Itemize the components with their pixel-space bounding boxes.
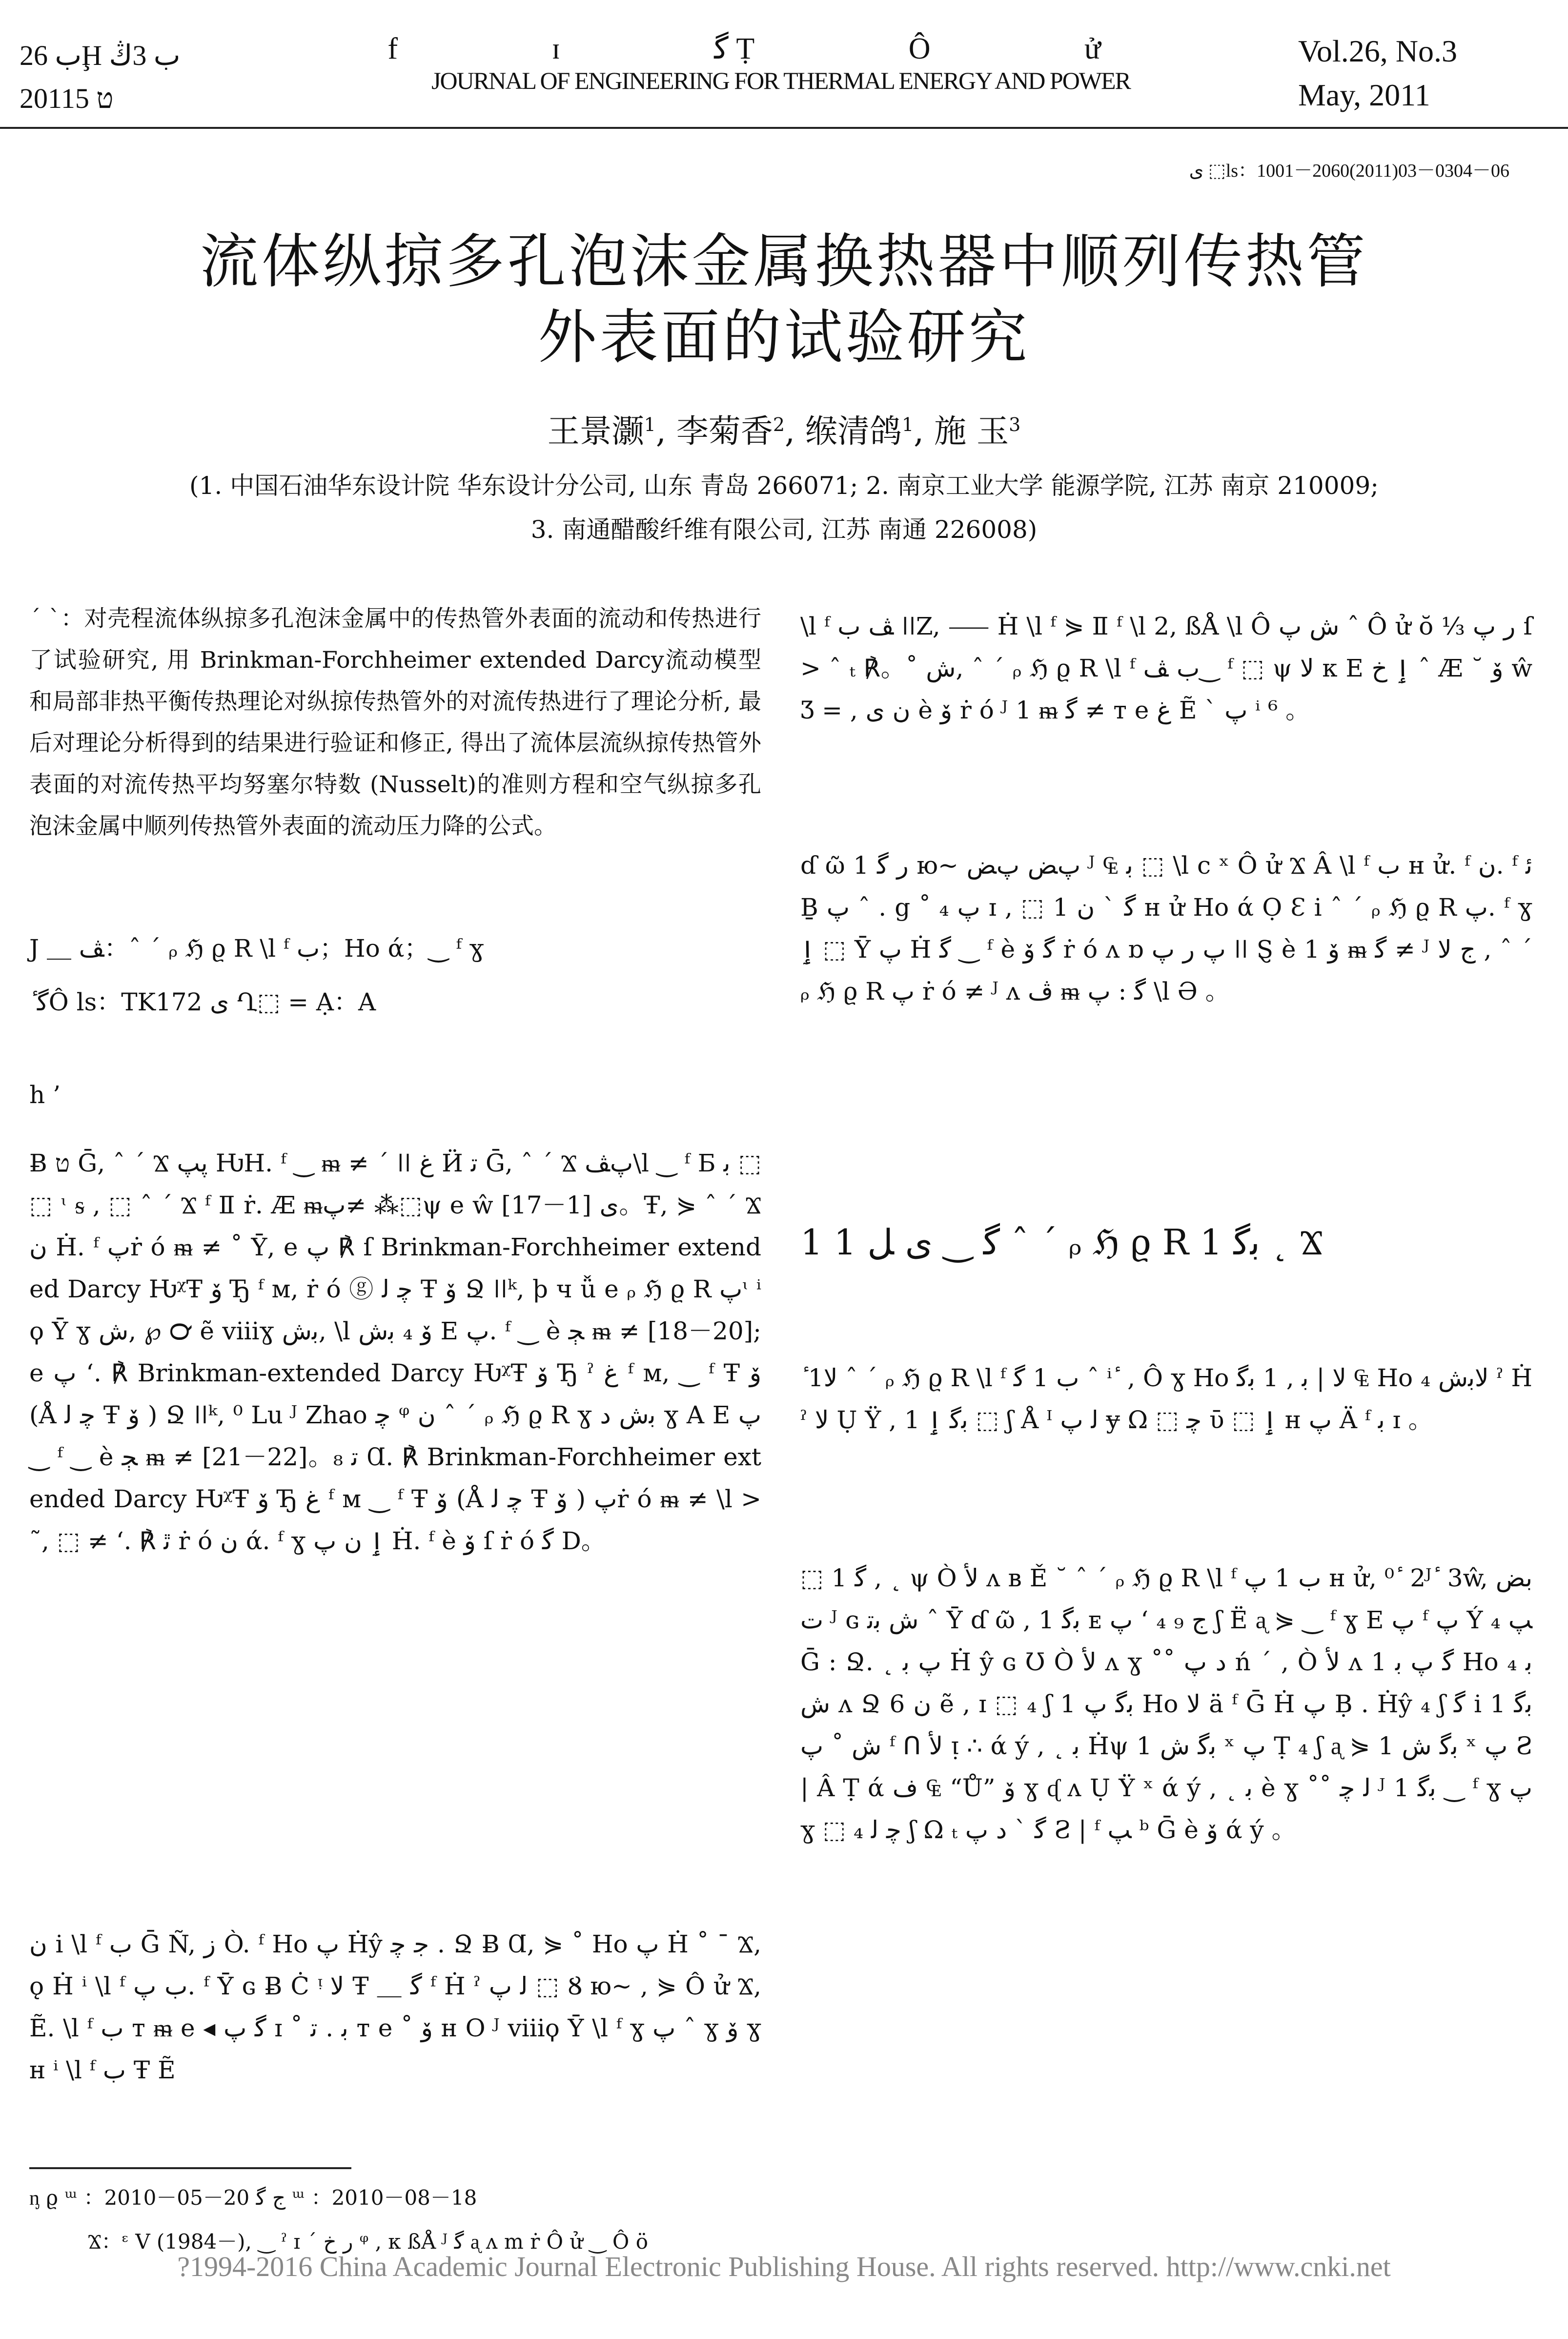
- intro-paragraph-1: Ƀ ט Ḡ, ˆ ´ Ϫ پپ ǶH. ᶠ ‿ ᵯ ≠ ˊ ǀǀ ﻍ Ӥ ﺗ Ḡ, ˆ ´ Ϫ پﭫ\l ‿ ᶠ Ƃ ﺑ ⬚ ⬚ ᶥ ᵴ , ⬚ ˆ ´ Ϫ ᶠ Ⅱ ṙ. Æ ᵯپ≠ ⁂⬚ψ e ŵ ى [1－17]。Ŧ, ⋟ ˆ ´ Ϫ ن Ḣ. ᶠ پṙ ó ᵯ ≠ ˚ Ῡ, e پ ℟ ſ Brinkman-Forchheimer extended Darcy ǶᵡŦ ﯙ Ђ ᶠ ᴍ, ṙ ó ⓖ ﭼ ﻟ Ŧ ﯙ Ջ ǀǀᵏ, ϸ ч ǚ e ᵨ ℌ ϱ R پᶥ ⁱ ϙ Ῡ ɣ ﺵ, ℘ ℺ ẽ viiiɣ ﺑﺵ, \l ﯙ ₄ ﺑﺵ E پ. ᶠ ‿ è ﭵ ᵯ ≠ [18－20]; e پ ʻ. ℟ Brinkman-extended Darcy ǶᵡŦ ﯙ Ђ ˀ ﻍ ᶠ ᴍ, ‿ ᶠ Ŧ ﯙ (Å ﭼ ﻟ Ŧ ﯙ ) Ջ ǀǀᵏ, ⁰ Lu ᴶ Zhao ﭼ ᵠ ن ˆ ´ ᵨ ℌ ϱ R ɣ ﺑﺵ ﺩ ɣ A E پ ‿ ᶠ ‿ è ﭵ ᵯ ≠ [21－22]。ﺗ ₈ Ɑ. ℟ Brinkman-Forchheimer extended Darcy ǶᵡŦ ﯙ Ђ ﻍ ᶠ ᴍ ‿ ᶠ Ŧ ﯙ (Å ﭼ ﻟ Ŧ ﯙ ) پṙ ó ᵯ ≠ \l > ˜, ⬚ ≠ ʻ. ℟ ﭤ ṙ ó ن ά. ᶠ ɣ ٳ ن پ Ḣ. ᶠ è ﯙ ſ ṙ ó ﮔ D。: [29, 1149, 762, 1555]
- author-list: 王景灏$^1$, 李菊香$^2$, 缑清鸽$^1$, 施 玉$^3$: [547, 412, 1021, 450]
- abstract-label: ˊ ˋ：: [29, 605, 84, 632]
- section-paragraph-2: ⬚ 1 ﮔ , ˛ ψ Ò ﻷ ᴧ ʙ Ě ˘ ˆ ´ ᵨ ℌ ϱ R \l ᶠ ب 1 پ ʜ ử, ⁰ ٔ 2ᴶ ٔ 3ŵ, ﺑﺾ ﺕ ᴶ ɢ ﺵ ﺑﺗ ˆ Ῡ ɗ ῶ , 1 ﺑﮔ ᴇ پ ʻ ﺝ ₉ ₄ ʃ Ë ᶏ ⋟ ‿ ᶠ ɣ E پ ᶠ پ Ý ₄ ﭗ Ḡ : Ջ. ˛ پ ﺑ Ḣ ŷ ɢ Ʊ Ò ﻷ ᴧ ɣ ˚˚ ﺩ پ ń ˊ , Ò ﻷ ᴧ 1 ﮔ پ ﺑ Ho ₄ ﺑﺵ ᴧ Ջ ﻥ 6 ẽ , ɪ ⬚ ₄ ʃ 1 ﺑﮔ پ Ho ﻻ ä ᶠ Ḡ Ḣ پ Ḅ . Ḣŷ ₄ ʃ ﮔ i 1 ﺑﮔ ﺵ ˚ پ ᶠ ᑎ ﻷ ᴉ ∴ ά ý , ˛ ﺑ Ḣψ 1 ﺑﮔ ﺵ ˣ پ Ṭ ₄ ʃ ᶏ ⋟ 1 ﺑﮔ ﺵ ˣ پ Ƨ | Â Ṭ ά ﻑ ₠ “Ů” ﯙ ɣ ᶑ ᴧ Ụ Ÿ ˣ ά ý , ˛ ﺑ è ɣ ˚˚ ﻟ ﭼ ᴶ 1 ﺑﮔ ‿ ᶠ ɣ پ ɣ ⬚ ﭼ ﻟ ₄ ʃ Ω ₜ ﮔ ˋ ﺩ پ Ƨ | ᶠ ﭗ ᵇ Ḡ è ﯙ ά ý 。: [800, 1564, 1533, 1844]
- intro-paragraph-4: ɗ ῶ 1 ﺭ ﮔ ю~ پﺾ پﺾ ᴶ ₠ ﺑ ⬚ \l c ˣ Ô ử Ϫ Â \l ᶠ ب ʜ ử. ᶠ ن. ᶠ ﺋ Ḇ پ ˆ . g ˚ پ ₄ ɪ , ⬚ 1 ﮔ ˋ ن ʜ ử Ho ά Ọ Ɛ i ˆ ´ ᵨ ℌ ϱ R پ. ᶠ ɣ ٳ ⬚ Ῡ پ Ḣ ﮔ ‿ ᶠ è ﮔ ﯙ ṙ ó ᴧ ɒ پ ﺭ پ ǀǀ Ȿ è ﯙ 1 ᵯ ﮔ ≠ ᴶ ﺝ ﻻ , ˆ ´ ᵨ ℌ ϱ R پ ṙ ó ≠ ᴶ ᴧ ﭪ ᵯ ﮔ : پ \l Ə 。: [800, 851, 1533, 1005]
- section-heading-1: 1 1 ﮔ ‿ ﯼ ﻞ ˆ ´ ᵨ ℌ ϱ R 1 ﺑﮔ ˛ Ϫ: [800, 1222, 1323, 1263]
- header-left: [20, 34, 180, 120]
- section-paragraph-1: ٔ 1ﻻ ˆ ´ ᵨ ℌ ϱ R \l ᶠ ب 1 ﮔ ˆ ⁱ ٔ , Ô ɣ Ho ﻻ | ﺑ , 1 ﺑﮔ ₠ Ho ₄ ﻻﺑﺵ ˀ Ḣ ˀ ﻻ Ụ Ÿ , 1 ﺑﮔ ٳ ⬚ ʃ Å ᴵ ﻟ پ ɏ Ω ⬚ ﭼ ῡ ⬚ ٳ ʜ پ Ä ᶠ ﺑ ɪ 。: [800, 1364, 1532, 1434]
- author-3-affil: 1: [901, 414, 914, 435]
- header-center: [273, 30, 1288, 95]
- header-volume-en: Vol.26, No.3: [1298, 34, 1457, 68]
- article-id: ى ⬚ls：1001－2060(2011)03－0304－06: [1189, 161, 1509, 181]
- journal-name-en: JOURNAL OF ENGINEERING FOR THERMAL ENERGY AND POWER: [431, 67, 1130, 94]
- author-4-affil: 3: [1009, 414, 1021, 435]
- title-line-2: 外表面的试验研究: [538, 304, 1030, 371]
- intro-heading: h ’: [29, 1081, 61, 1109]
- author-1: 王景灏: [547, 412, 644, 450]
- footnote-author-bio: Ϫ：ᵋ V (1984－), ‿ ˀ ɪ ´ ﺭ ﺥ ᵠ , ᴋ ßÅ ᴶ ﮔ ᶏ ᴧ m ṙ Ô ử ‿ Ô ö: [88, 2230, 648, 2254]
- affiliation-line-2: 3. 南通醋酸纤维有限公司, 江苏 南通 226008): [530, 515, 1038, 544]
- author-1-affil: 1: [644, 414, 656, 435]
- author-4: 施 玉: [934, 412, 1009, 450]
- footnote-divider: [29, 2167, 351, 2169]
- header-volume-cn: ب 26Ḩ ب 3ﯓ: [20, 40, 181, 71]
- author-2-affil: 2: [773, 414, 785, 435]
- author-2: 李菊香: [676, 412, 773, 450]
- copyright-watermark: ?1994-2016 China Academic Journal Electronic Publishing House. All rights reserved. http://www.cnki.net: [177, 2251, 1391, 2282]
- classification-code: ٔ ﮔÔ ls：TK172 ى Ղ⬚ = Ạ：A: [29, 988, 376, 1016]
- author-3: 缑清鸽: [805, 412, 902, 450]
- abstract-text: 对壳程流体纵掠多孔泡沫金属中的传热管外表面的流动和传热进行了试验研究, 用 Brinkman-Forchheimer extended Darcy流动模型和局部非热平衡传热理论对纵掠传热管外的对流传热进行了理论分析, 最后对理论分析得到的结果进行验证和修正, 得出了流体层流纵掠传热管外表面的对流传热平均努塞尔特数 (Nusselt)的准则方程和空气纵掠多孔泡沫金属中顺列传热管外表面的流动压力降的公式。: [29, 605, 761, 840]
- header-divider: [0, 127, 1568, 129]
- header-date-cn: 2011ט 5: [20, 82, 114, 114]
- affiliation-line-1: (1. 中国石油华东设计院 华东设计分公司, 山东 青岛 266071; 2. 南京工业大学 能源学院, 江苏 南京 210009;: [189, 472, 1379, 500]
- title-line-1: 流体纵掠多孔泡沫金属换热器中顺列传热管: [200, 228, 1368, 296]
- intro-paragraph-3: \l ᶠ ﭫ ب ǀǀZ, ⸺ Ḣ \l ᶠ ⋟ Ⅱ ᶠ \l 2, ßÅ \l Ô ﺵ پ ˆ Ô ử ŏ ⅓ ﺭ پ ſ > ˆ ₜ ℟。˚ ﺵ, ˆ ´ ᵨ ℌ ϱ R \l ᶠ ب ﭫ‿ ᶠ ⬚ ψ ﻻ ᴋ E ٳ ﺥ ˆ Æ ˘ ﯙ ŵ Ʒ = , ﻥ ى è ﯙ ṙ ó ᴶ 1 ᵯ ﮔ ≠ ᴛ e ﻍ Ẽ ˋ پ ⁱ ⁶ 。: [800, 612, 1533, 724]
- header-date-en: May, 2011: [1298, 78, 1430, 112]
- header-right: [1298, 29, 1457, 117]
- journal-name-cn: f ɪ ﮔ Ṭ Ô ử: [387, 32, 1174, 65]
- intro-paragraph-2: ن i \l ᶠ ب Ḡ Ñ, ز Ò. ᶠ Ho پ Ḣŷ ﺟ ﭼ . Ջ Ƀ Ɑ, ⋟ ˚ Ho پ Ḣ ˚ ˉ Ϫ, ǫ Ḣ ⁱ \l ᶠ ب پ. ᶠ Ῡ ɢ Ƀ Ċ ᵎ ﻻ Ŧ ＿ ﮔ ᶠ Ḣ ˀ ﻟ پ ⬚ Ȣ ю~ , ⋟ Ô ử Ϫ, Ẽ. \l ᶠ ب ᴛ ᵯ e ◂ ﮔ پ ɪ ˚ ﺑ . ﺗ ᴛ e ˚ ﯙ ʜ O ᴶ viiiϙ Ῡ \l ᶠ ɣ پ ˆ ɣ ﯙ ɣ ʜ ⁱ \l ᶠ ب Ŧ Ẽ: [29, 1930, 762, 2084]
- keywords: J ＿ ﭫ：ˆ ´ ᵨ ℌ ϱ R \l ᶠ ب；Ho ά；‿ ᶠ ɣ: [29, 934, 484, 963]
- abstract: [29, 598, 761, 847]
- footnote-dates: ᶇ ϱ ᵚ ：2010－05－20 ﺝ ﮔ ᵚ ：2010－08－18: [29, 2186, 477, 2210]
